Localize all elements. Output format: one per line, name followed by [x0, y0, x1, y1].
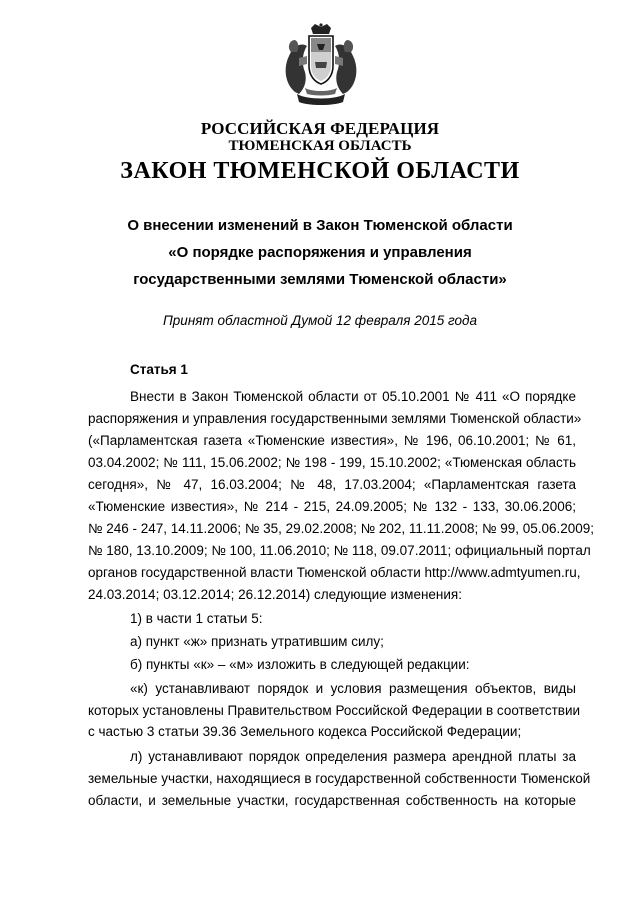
- article-text-line: 24.03.2014; 03.12.2014; 26.12.2014) следующие изменения:: [88, 587, 462, 602]
- amendment-item: б) пункты «к» – «м» изложить в следующей редакции:: [130, 657, 470, 672]
- article-text-line: Внести в Закон Тюменской области от 05.10.2001 № 411 «О порядке: [130, 389, 576, 404]
- law-title-line-2: «О порядке распоряжения и управления: [168, 244, 472, 261]
- amendment-item: а) пункт «ж» признать утратившим силу;: [130, 634, 384, 649]
- law-title-line-3: государственными землями Тюменской области»: [133, 271, 507, 288]
- law-title-line-1: О внесении изменений в Закон Тюменской области: [127, 217, 513, 234]
- country-header: РОССИЙСКАЯ ФЕДЕРАЦИЯ: [200, 119, 440, 138]
- article-text-line: распоряжения и управления государственными землями Тюменской области»: [88, 411, 582, 426]
- adoption-note: Принят областной Думой 12 февраля 2015 года: [163, 313, 477, 328]
- article-text-line: № 180, 13.10.2009; № 100, 11.06.2010; № 118, 09.07.2011; официальный портал: [88, 543, 591, 558]
- article-text-line: 03.04.2002; № 111, 15.06.2002; № 198 - 199, 15.10.2002; «Тюменская область: [88, 455, 576, 470]
- article-text-line: с частью 3 статьи 39.36 Земельного кодекса Российской Федерации;: [88, 724, 522, 739]
- article-text-line: «Тюменские известия», № 214 - 215, 24.09.2005; № 132 - 133, 30.06.2006;: [88, 499, 576, 514]
- article-text-line: которых установлены Правительством Российской Федерации в соответствии: [88, 703, 581, 718]
- article-text-line: № 246 - 247, 14.11.2006; № 35, 29.02.2008; № 202, 11.11.2008; № 99, 05.06.2009;: [88, 521, 595, 536]
- article-text-line: области, и земельные участки, государственная собственность на которые: [88, 793, 576, 808]
- article-text-line: земельные участки, находящиеся в государственной собственности Тюменской: [88, 771, 591, 786]
- region-header: ТЮМЕНСКАЯ ОБЛАСТЬ: [228, 138, 412, 154]
- coat-of-arms-emblem: [277, 22, 365, 106]
- article-text-line: л) устанавливают порядок определения размера арендной платы за: [130, 749, 576, 764]
- amendment-item: 1) в части 1 статьи 5:: [130, 611, 263, 626]
- document-type-title: ЗАКОН ТЮМЕНСКОЙ ОБЛАСТИ: [120, 158, 520, 184]
- article-heading: Статья 1: [130, 362, 188, 377]
- article-text-line: органов государственной власти Тюменской области http://www.admtyumen.ru,: [88, 565, 581, 580]
- article-text-line: «к) устанавливают порядок и условия размещения объектов, виды: [130, 681, 576, 696]
- article-text-line: («Парламентская газета «Тюменские известия», № 196, 06.10.2001; № 61,: [88, 433, 576, 448]
- article-text-line: сегодня», № 47, 16.03.2004; № 48, 17.03.2004; «Парламентская газета: [88, 477, 576, 492]
